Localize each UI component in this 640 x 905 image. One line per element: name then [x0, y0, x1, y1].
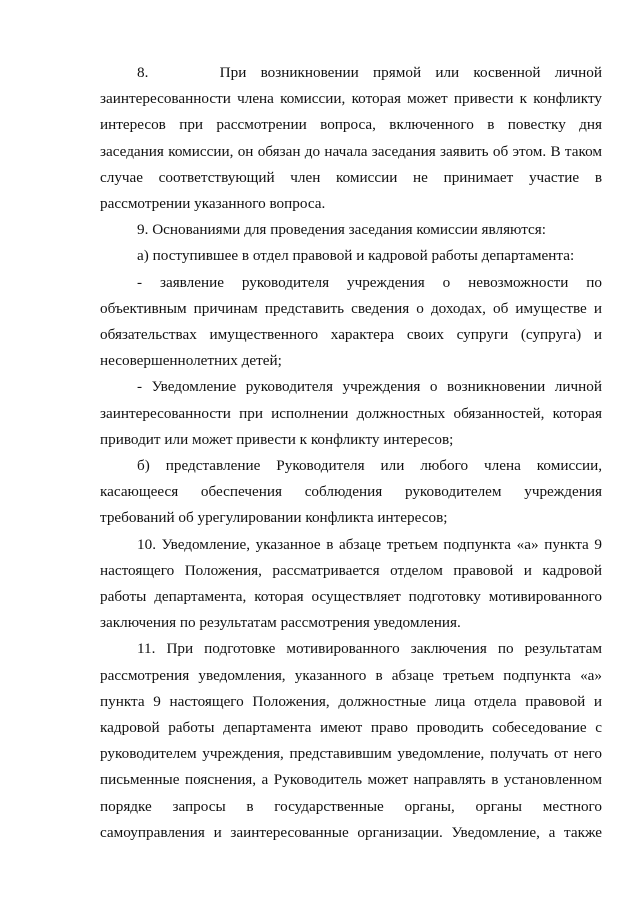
paragraph-11: 11. При подготовке мотивированного заключения по результатам рассмотрения уведомления, указанного в абзаце третьем подпункта «а» пункта 9 настоящего Положения, должностные лица отдела правовой и кадровой работы департамента имеют право проводить собеседование с руководителем учреждения, представившим уведомление, получать от него письменные пояснения, а Руководитель может направлять в установленном порядке запросы в государственные органы, органы местного самоуправления и заинтересованные организации. Уведомление, а также — [100, 640, 602, 841]
paragraph-9a-item-1: - заявление руководителя учреждения о невозможности по объективным причинам представить сведения о доходах, об имуществе и обязательствах имущественного характера своих супруги (супруга) и несовершеннолетних детей; — [100, 273, 602, 370]
paragraph-10: 10. Уведомление, указанное в абзаце третьем подпункта «а» пункта 9 настоящего Положения, рассматривается отделом правовой и кадровой работы департамента, которая осуществляет подготовку мотивированного заключения по результатам рассмотрения уведомления. — [100, 535, 602, 632]
paragraph-9a: а) поступившее в отдел правовой и кадровой работы департамента: — [137, 247, 575, 265]
paragraph-9b: б) представление Руководителя или любого члена комиссии, касающееся обеспечения соблюдения руководителем учреждения требований об урегулировании конфликта интересов; — [100, 457, 602, 527]
paragraph-9a-item-2: - Уведомление руководителя учреждения о возникновении личной заинтересованности при исполнении должностных обязанностей, которая приводит или может привести к конфликту интересов; — [100, 378, 602, 448]
paragraph-9: 9. Основаниями для проведения заседания комиссии являются: — [137, 221, 546, 239]
paragraph-8: 8. При возникновении прямой или косвенной личной заинтересованности члена комиссии, которая может привести к конфликту интересов при рассмотрении вопроса, включенного в повестку дня заседания комиссии, он обязан до начала заседания заявить об этом. В таком случае соответствующий член комиссии не принимает участие в рассмотрении указанного вопроса. — [100, 64, 602, 213]
